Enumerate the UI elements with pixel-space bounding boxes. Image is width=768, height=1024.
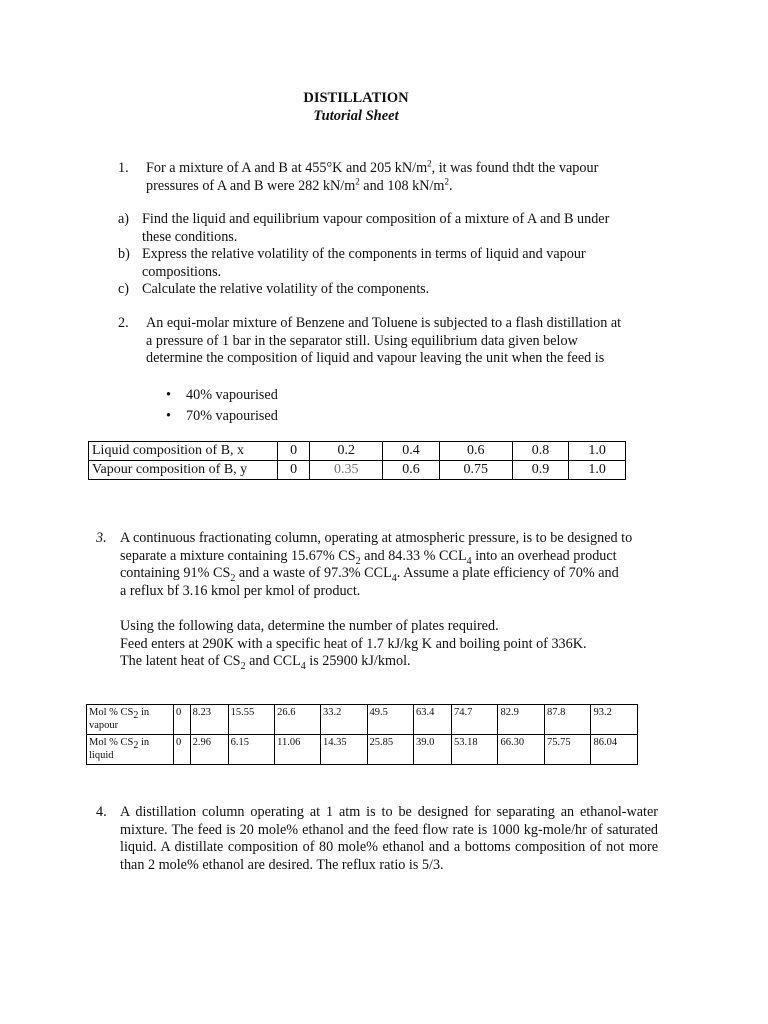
question-number: 2. xyxy=(118,315,129,331)
table-row: Mol % $CS_2$ in liquid 0 2.96 6.15 11.06 14.35 25.85 39.0 53.18 66.30 75.75 86.04 xyxy=(87,735,638,765)
question-number: 4. xyxy=(96,804,107,820)
question-4: 4. A distillation column operating at 1 atm is to be designed for separating an ethanol-water mixture. The feed is 20 mole% ethanol and the feed flow rate is 1000 kg-mole/hr of saturated liquid. A distillate composition of 80 mole% ethanol and a bottoms composition of not more than 2 mole% ethanol are desired. The reflux ratio is 5/3. xyxy=(96,804,658,873)
table-row: Liquid composition of B, x 0 0.2 0.4 0.6 0.8 1.0 xyxy=(89,442,626,461)
list-item: • 40% vapourised xyxy=(166,385,466,406)
page-subtitle: Tutorial Sheet xyxy=(313,108,399,124)
list-item: c) Calculate the relative volatility of the components. xyxy=(118,281,430,297)
table-row: Vapour composition of B, y 0 0.35 0.6 0.75 0.9 1.0 xyxy=(89,461,626,480)
question-3-data: Using the following data, determine the number of plates required. Feed enters at 290K with a specific heat of 1.7 kJ/kg K and boiling point of 336K. The latent heat of $CS_2$ and $CCL_4$ is 25900 kJ/kmol. xyxy=(120,618,587,672)
question-1: 1. For a mixture of A and B at 455°K and 205 $kN/m^2$, it was found thdt the vapour pressures of A and B were 282 $kN/m^2$ and 108 $kN/m^2$. xyxy=(118,158,599,194)
question-number: 1. xyxy=(118,160,129,176)
table-row: Mol % $CS_2$ in vapour 0 8.23 15.55 26.6 33.2 49.5 63.4 74.7 82.9 87.8 93.2 xyxy=(87,705,638,735)
equilibrium-table-cs2-ccl4 xyxy=(86,704,638,765)
bullet-icon: • xyxy=(166,387,171,403)
question-3: 3. A continuous fractionating column, operating at atmospheric pressure, is to be designed to separate a mixture containing 15.67% $CS_2$ and 84.33 % $CCL_4$ into an overhead product containing 91% $CS_2$ and a waste of 97.3% $CCL_4$. Assume a plate efficiency of 70% and a reflux bf 3.16 kmol per kmol of product. xyxy=(96,530,633,599)
bullet-icon: • xyxy=(166,408,171,424)
list-item: a) Find the liquid and equilibrium vapour composition of a mixture of A and B under these conditions. xyxy=(118,211,610,245)
question-1-subitems xyxy=(118,211,623,299)
page-title: DISTILLATION xyxy=(303,90,409,106)
question-number: 3. xyxy=(96,530,107,546)
equilibrium-table-benzene-toluene xyxy=(88,441,626,480)
question-2-bullets xyxy=(166,385,466,427)
list-item: b) Express the relative volatility of the components in terms of liquid and vapour compositions. xyxy=(118,246,586,280)
question-2: 2. An equi-molar mixture of Benzene and Toluene is subjected to a flash distillation at a pressure of 1 bar in the separator still. Using equilibrium data given below determine the composition of liquid and vapour leaving the unit when the feed is xyxy=(118,315,622,366)
list-item: • 70% vapourised xyxy=(166,406,466,427)
